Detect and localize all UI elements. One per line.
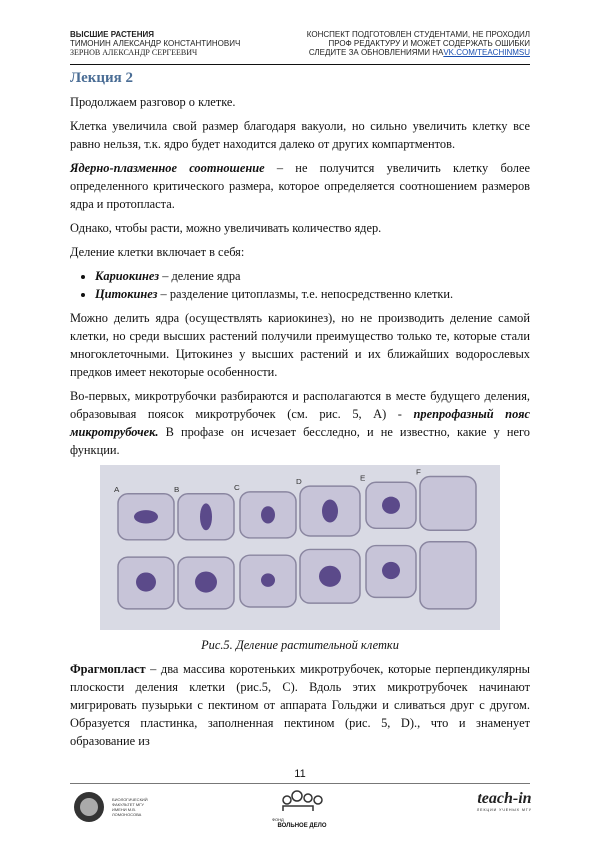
- figure-label: F: [416, 467, 421, 477]
- paragraph: Ядерно-плазменное соотношение – не получится увеличить клетку более определенного критического размера, которое определяется соотношением размеров ядра и протопласта.: [70, 161, 530, 211]
- figure-label: A: [114, 485, 120, 494]
- header-divider: [70, 64, 530, 65]
- course-title: ВЫСШИЕ РАСТЕНИЯ: [70, 30, 155, 39]
- paragraph: Клетка увеличила свой размер благодаря вакуоли, но сильно увеличить клетку все равно нельзя, т.к. ядро будет находится далеко от других компартментов.: [70, 119, 530, 151]
- paragraph: Во-первых, микротрубочки разбираются и располагаются в месте будущего деления, образовывая поясок микротрубочек (см. рис. 5, А) - препрофазный пояс микротрубочек. В профазе он исчезает бесследно, и не известно, какие у него функции.: [70, 389, 530, 457]
- paragraph: Однако, чтобы расти, можно увеличивать количество ядер.: [70, 221, 382, 235]
- volnoe-delo-text: ВОЛЬНОЕ ДЕЛО: [277, 823, 327, 829]
- volnoe-delo-logo: [272, 790, 332, 830]
- disclaimer-3: СЛЕДИТЕ ЗА ОБНОВЛЕНИЯМИ НА: [308, 48, 444, 57]
- list-item: • Цитокинез – разделение цитоплазмы, т.е. непосредственно клетки.: [95, 285, 530, 303]
- author-2: ЗЕРНОВ АЛЕКСАНДР СЕРГЕЕВИЧ: [70, 48, 198, 57]
- figure-label: E: [360, 473, 366, 483]
- paragraph: Деление клетки включает в себя:: [70, 245, 245, 259]
- teach-in-logo: [477, 790, 532, 813]
- disclaimer-1: КОНСПЕКТ ПОДГОТОВЛЕН СТУДЕНТАМИ, НЕ ПРОХОДИЛ: [306, 30, 530, 39]
- term: Ядерно-плазменное соотношение: [70, 161, 265, 175]
- vk-link[interactable]: VK.COM/TEACHINMSU: [443, 48, 530, 57]
- lecture-title: Лекция 2: [70, 70, 134, 86]
- figure-caption: Рис.5. Деление растительной клетки: [201, 638, 399, 652]
- paragraph: Фрагмопласт – два массива коротеньких микротрубочек, которые перпендикулярны плоскости деления клетки (рис.5, C). Вдоль этих микротрубочек начинают мигрировать пузырьки с пектином от аппарата Гольджи и сливаться друг с другом. Образуется пластинка, заполненная пектином (рис. 5, D)., что и знаменует образование из: [70, 662, 530, 748]
- header-right: [307, 30, 530, 57]
- footer-divider: [70, 783, 530, 784]
- body-text: [70, 93, 530, 756]
- list-item: • Кариокинез – деление ядра: [95, 267, 530, 285]
- teach-in-text: teach-in: [477, 790, 532, 807]
- page-number: 11: [294, 768, 306, 780]
- term: Фрагмопласт: [70, 662, 146, 676]
- header-left: [70, 30, 240, 57]
- teach-in-subtitle: ЛЕКЦИИ УЧЕНЫХ МГУ: [476, 808, 532, 812]
- cell-division-figure: [100, 465, 500, 630]
- disclaimer-2: ПРОФ РЕДАКТУРУ И МОЖЕТ СОДЕРЖАТЬ ОШИБКИ: [328, 39, 530, 48]
- fond-label: ФОНД: [272, 817, 284, 822]
- author-1: ТИМОНИН АЛЕКСАНДР КОНСТАНТИНОВИЧ: [70, 39, 241, 48]
- msu-emblem-icon: [72, 790, 106, 824]
- paragraph: Можно делить ядра (осуществлять кариокинез), но не производить деление самой клетки, но среди высших растений получили преимущество только те, которые стали многоклеточными. Цитокинез у высших растений и их ближайших водорослевых предков имеет некоторые особенности.: [70, 311, 530, 379]
- figure-label: D: [296, 477, 302, 487]
- figure-label: C: [234, 483, 240, 492]
- bullet-list: [70, 267, 530, 303]
- people-icon: [277, 790, 327, 812]
- msu-logo-text: БИОЛОГИЧЕСКИЙ ФАКУЛЬТЕТ МГУ ИМЕНИ М.В. ЛОМОНОСОВА: [112, 797, 148, 817]
- msu-logo: [72, 790, 152, 824]
- term: препрофазный пояс микротрубочек.: [70, 407, 530, 439]
- paragraph: Продолжаем разговор о клетке.: [70, 95, 236, 109]
- figure-label: B: [174, 485, 180, 494]
